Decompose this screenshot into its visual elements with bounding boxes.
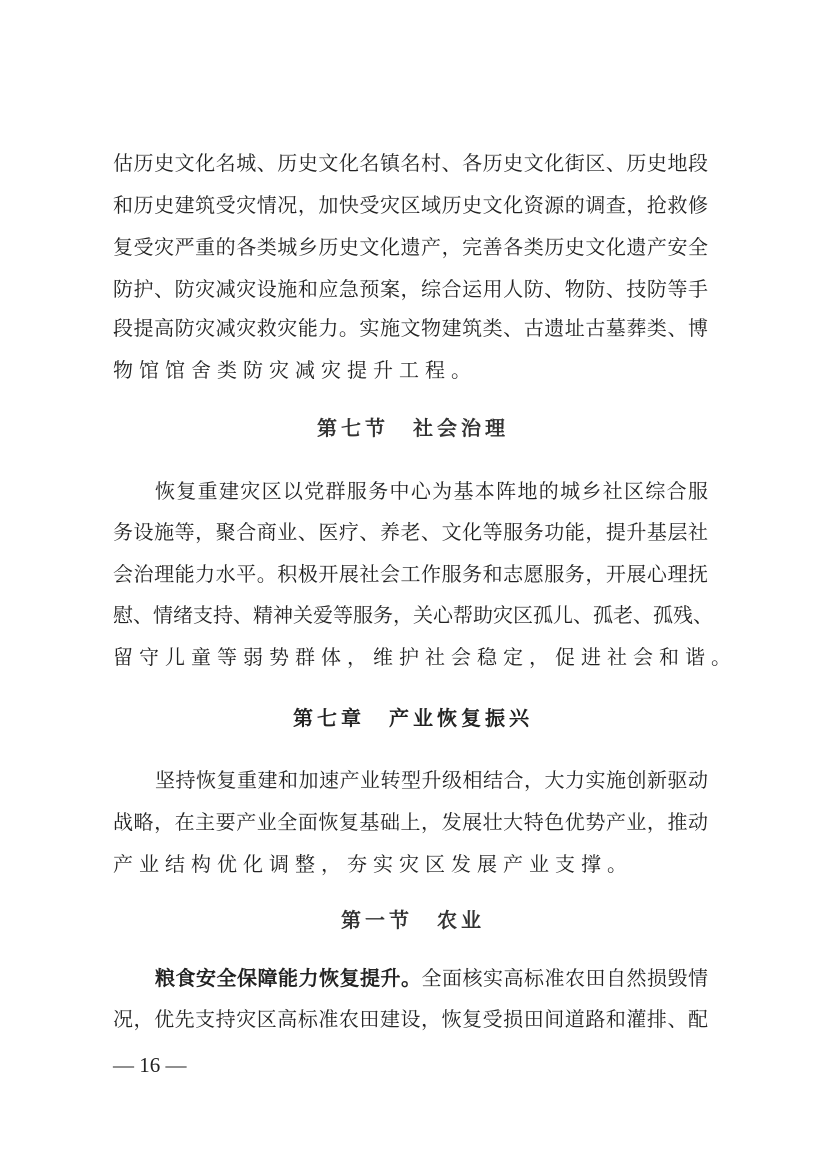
text-span: 全面核实高标准农田自然损毁情 — [421, 966, 708, 990]
text-line: 防护、防灾减灾设施和应急预案，综合运用人防、物防、技防等手 — [113, 277, 708, 301]
section-heading-social-governance: 第七节 社会治理 — [317, 416, 509, 440]
text-line: 会治理能力水平。积极开展社会工作服务和志愿服务，开展心理抚 — [113, 562, 708, 586]
text-line: 务设施等，聚合商业、医疗、养老、文化等服务功能，提升基层社 — [113, 520, 708, 544]
chapter-heading-industry-revival: 第七章 产业恢复振兴 — [293, 706, 533, 730]
text-line: 和历史建筑受灾情况，加快受灾区域历史文化资源的调查，抢救修 — [113, 193, 708, 217]
text-line: 战略，在主要产业全面恢复基础上，发展壮大特色优势产业，推动 — [113, 810, 708, 834]
bold-lead-text: 粮食安全保障能力恢复提升。 — [155, 966, 422, 990]
text-line: 复受灾严重的各类城乡历史文化遗产，完善各类历史文化遗产安全 — [113, 235, 708, 259]
page-number: — 16 — — [113, 1053, 187, 1077]
text-line: 物馆馆舍类防灾减灾提升工程。 — [113, 358, 477, 382]
text-line: 产业结构优化调整，夯实灾区发展产业支撑。 — [113, 852, 633, 876]
text-line — [155, 964, 708, 992]
text-line: 况，优先支持灾区高标准农田建设，恢复受损田间道路和灌排、配 — [113, 1007, 708, 1031]
text-line: 段提高防灾减灾救灾能力。实施文物建筑类、古遗址古墓葬类、博 — [113, 316, 708, 340]
text-line: 慰、情绪支持、精神关爱等服务，关心帮助灾区孤儿、孤老、孤残、 — [113, 603, 713, 627]
text-line: 恢复重建灾区以党群服务中心为基本阵地的城乡社区综合服 — [155, 479, 708, 503]
text-line: 留守儿童等弱势群体，维护社会稳定，促进社会和谐。 — [113, 645, 737, 669]
text-line: 估历史文化名城、历史文化名镇名村、各历史文化街区、历史地段 — [113, 151, 708, 175]
section-heading-agriculture: 第一节 农业 — [341, 908, 485, 932]
text-line: 坚持恢复重建和加速产业转型升级相结合，大力实施创新驱动 — [155, 768, 708, 792]
